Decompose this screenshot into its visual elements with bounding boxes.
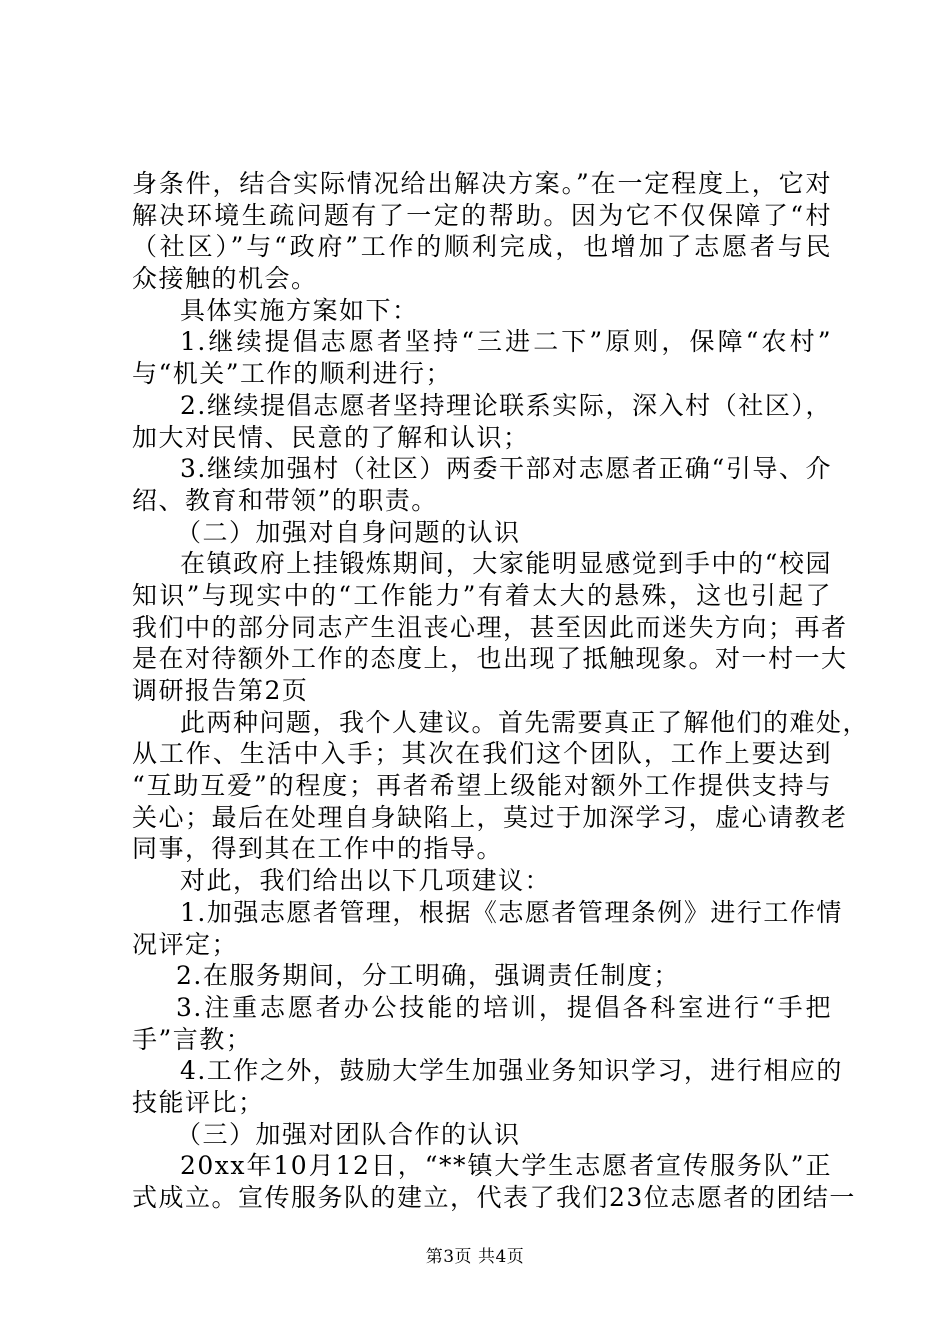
text-line: 20xx年10月12日，“**镇大学生志愿者宣传服务队”正 bbox=[180, 1151, 832, 1181]
text-line: 技能评比； bbox=[132, 1087, 265, 1117]
text-line: 是在对待额外工作的态度上，也出现了抵触现象。对一村一大 bbox=[132, 644, 848, 674]
text-line: 2.在服务期间，分工明确，强调责任制度； bbox=[176, 961, 680, 991]
body-text bbox=[132, 168, 870, 1214]
text-line: 式成立。宣传服务队的建立，代表了我们23位志愿者的团结一 bbox=[132, 1183, 856, 1212]
text-line: 调研报告第2页 bbox=[132, 676, 309, 705]
text-line: （社区）”与“政府”工作的顺利完成，也增加了志愿者与民 bbox=[132, 232, 832, 262]
text-line: 与“机关”工作的顺利进行； bbox=[132, 359, 453, 389]
page-footer: 第3页 共4页 bbox=[425, 1247, 525, 1267]
text-line: 在镇政府上挂锻炼期间，大家能明显感觉到手中的“校园 bbox=[180, 549, 832, 579]
text-line: 知识”与现实中的“工作能力”有着太大的悬殊，这也引起了 bbox=[132, 580, 832, 610]
text-line: 4.工作之外，鼓励大学生加强业务知识学习，进行相应的 bbox=[180, 1056, 843, 1086]
text-line: 2.继续提倡志愿者坚持理论联系实际，深入村（社区）， bbox=[180, 390, 832, 420]
text-line: 1.继续提倡志愿者坚持“三进二下”原则，保障“农村” bbox=[180, 327, 832, 357]
text-line: （二）加强对自身问题的认识 bbox=[176, 517, 521, 547]
text-line: 从工作、生活中入手；其次在我们这个团队，工作上要达到 bbox=[132, 739, 832, 769]
text-line: 加大对民情、民意的了解和认识； bbox=[132, 422, 530, 452]
text-line: 对此，我们给出以下几项建议： bbox=[180, 866, 552, 896]
text-line: 众接触的机会。 bbox=[132, 264, 318, 294]
text-line: 此两种问题，我个人建议。首先需要真正了解他们的难处， bbox=[180, 707, 870, 737]
text-line: 况评定； bbox=[132, 929, 239, 959]
text-line: 身条件，结合实际情况给出解决方案。”在一定程度上，它对 bbox=[132, 169, 832, 198]
text-line: 3.注重志愿者办公技能的培训，提倡各科室进行“手把 bbox=[176, 992, 832, 1022]
text-line: 3.继续加强村（社区）两委干部对志愿者正确“引导、介 bbox=[180, 454, 832, 484]
text-line: 绍、教育和带领”的职责。 bbox=[132, 485, 438, 515]
text-line: 我们中的部分同志产生沮丧心理，甚至因此而迷失方向；再者 bbox=[132, 612, 848, 642]
text-line: 1.加强志愿者管理，根据《志愿者管理条例》进行工作情 bbox=[180, 897, 843, 927]
text-line: 具体实施方案如下： bbox=[180, 295, 419, 325]
text-line: 同事，得到其在工作中的指导。 bbox=[132, 834, 504, 864]
text-line: 解决环境生疏问题有了一定的帮助。因为它不仅保障了“村 bbox=[132, 200, 832, 230]
text-line: 关心；最后在处理自身缺陷上，莫过于加深学习，虚心请教老 bbox=[132, 802, 848, 832]
text-line: 手”言教； bbox=[132, 1024, 253, 1054]
text-line: “互助互爱”的程度；再者希望上级能对额外工作提供支持与 bbox=[132, 771, 832, 801]
text-line: （三）加强对团队合作的认识 bbox=[176, 1119, 521, 1149]
